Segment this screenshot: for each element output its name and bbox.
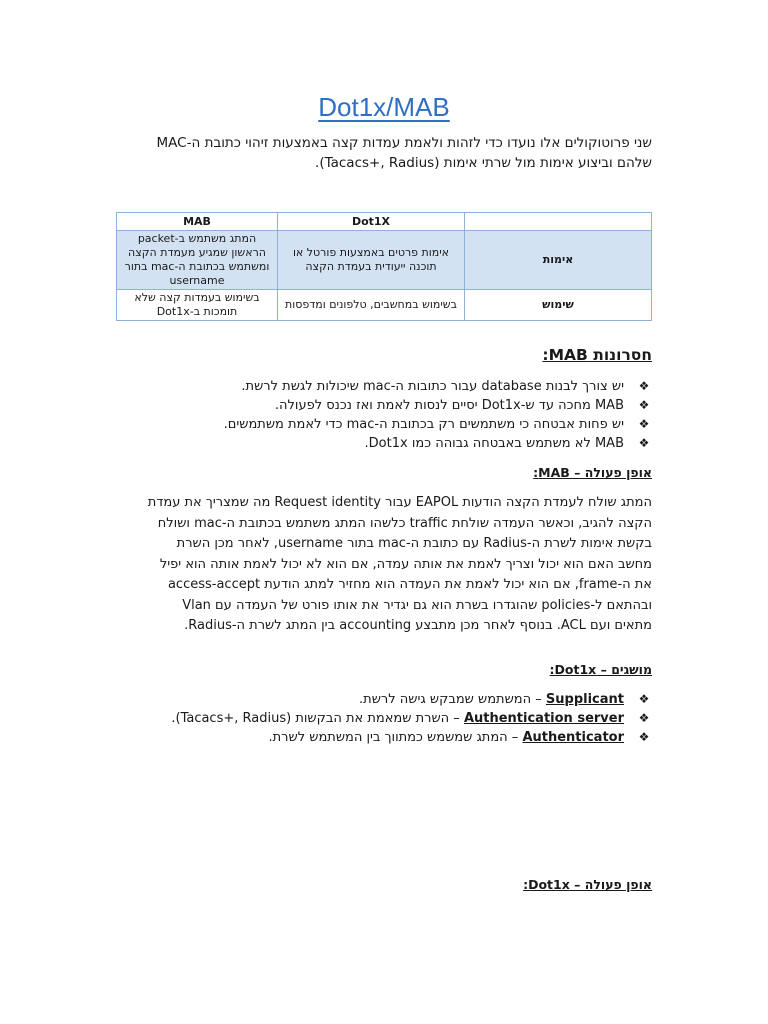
- list-item: [116, 709, 652, 728]
- paragraph-line: מחשב האם הוא יכול וצריך לאמת את אותה עמדה, אם הוא לא יכול לאמת אותה הוא יפיל: [159, 556, 652, 572]
- table-header-cell: [465, 213, 652, 231]
- bullet-list: [116, 377, 652, 453]
- diamond-bullet-icon: ❖: [638, 436, 650, 450]
- table-row: [117, 231, 652, 290]
- table-header-row: [117, 213, 652, 231]
- operation-paragraph: [116, 493, 652, 637]
- section-heading: מושגים – Dot1x:: [549, 662, 652, 677]
- paragraph-line: ובהתאם ל-policies שהוגדרו בשרת הוא גם יגדיר את אותו פורט של העמדה עם Vlan: [182, 597, 652, 613]
- section-heading: חסרונות MAB:: [542, 346, 652, 364]
- list-item-text: MAB לא משתמש באבטחה גבוהה כמו Dot1x.: [364, 436, 624, 451]
- term-label: Authenticator: [522, 730, 624, 745]
- paragraph-line: בקשת אימות לשרת ה-Radius עם כתובת ה-mac בתור username, לאחר מכן השרת: [176, 536, 652, 551]
- table-row: [117, 290, 652, 321]
- list-item: [116, 728, 652, 747]
- term-label: Authentication server: [463, 711, 624, 726]
- paragraph-line: מתאים ועם ACL. בנוסף לאחר מכן מתבצע accounting בין המתג לשרת ה-Radius.: [184, 618, 652, 633]
- table-cell: המתג משתמש ב-packet הראשון שמגיע מעמדת הקצה ומשתמש בכתובת ה-mac בתור username: [117, 231, 278, 290]
- intro-paragraph: [116, 133, 652, 173]
- table-row-label: אימות: [465, 231, 652, 290]
- intro-line: שני פרוטוקולים אלו נועדו כדי לזהות ולאמת עמדות קצה באמצעות זיהוי כתובת ה-MAC: [156, 135, 652, 151]
- diamond-bullet-icon: ❖: [638, 379, 650, 393]
- comparison-table: [116, 212, 652, 321]
- intro-line: שלהם וביצוע אימות מול שרתי אימות (Tacacs+, Radius).: [315, 155, 652, 171]
- term-label: Supplicant: [545, 692, 624, 707]
- table-header-cell: Dot1X: [278, 213, 465, 231]
- list-item: [116, 377, 652, 396]
- term-description: – המתג שמשמש כמתווך בין המשתמש לשרת.: [268, 730, 523, 745]
- diamond-bullet-icon: ❖: [638, 398, 650, 412]
- diamond-bullet-icon: ❖: [638, 692, 650, 706]
- paragraph-line: המתג שולח לעמדת הקצה הודעות EAPOL עבור Request identity מה שמצריך את עמדת: [147, 495, 652, 510]
- list-item-text: MAB מחכה עד ש-Dot1x יסיים לנסות לאמת ואז נכנס לפעולה.: [274, 398, 624, 413]
- diamond-bullet-icon: ❖: [638, 730, 650, 744]
- list-item: [116, 434, 652, 453]
- table-cell: אימות פרטים באמצעות פורטל או תוכנה ייעודית בעמדת הקצה: [278, 231, 465, 290]
- list-item-text: יש פחות אבטחה כי משתמשים רק בכתובת ה-mac כדי לאמת משתמשים.: [223, 417, 624, 432]
- section-heading: אופן פעולה – Dot1x:: [523, 877, 652, 892]
- diamond-bullet-icon: ❖: [638, 711, 650, 725]
- table-row-label: שימוש: [465, 290, 652, 321]
- table-cell: בשימוש במחשבים, טלפונים ומדפסות: [278, 290, 465, 321]
- list-item-text: יש צורך לבנות database עבור כתובות ה-mac שיכולות לגשת לרשת.: [241, 379, 624, 394]
- terms-list: [116, 690, 652, 747]
- paragraph-line: את ה-frame, אם הוא יכול לאמת את העמדה הוא מחזיר למתג הודעת access-accept: [167, 577, 652, 592]
- section-heading: אופן פעולה – MAB:: [533, 465, 652, 480]
- list-item: [116, 396, 652, 415]
- list-item: [116, 415, 652, 434]
- term-description: – המשתמש שמבקש גישה לרשת.: [359, 692, 546, 707]
- table-header-cell: MAB: [117, 213, 278, 231]
- term-description: – השרת שמאמת את הבקשות (Tacacs+, Radius).: [171, 711, 464, 726]
- list-item: [116, 690, 652, 709]
- page-title: Dot1x/MAB: [318, 92, 450, 122]
- diamond-bullet-icon: ❖: [638, 417, 650, 431]
- paragraph-line: הקצה להגיב, וכאשר העמדה שולחת traffic כלשהו המתג משתמש בכתובת ה-mac ושולח: [157, 515, 652, 531]
- table-cell: בשימוש בעמדות קצה שלא תומכות ב-Dot1x: [117, 290, 278, 321]
